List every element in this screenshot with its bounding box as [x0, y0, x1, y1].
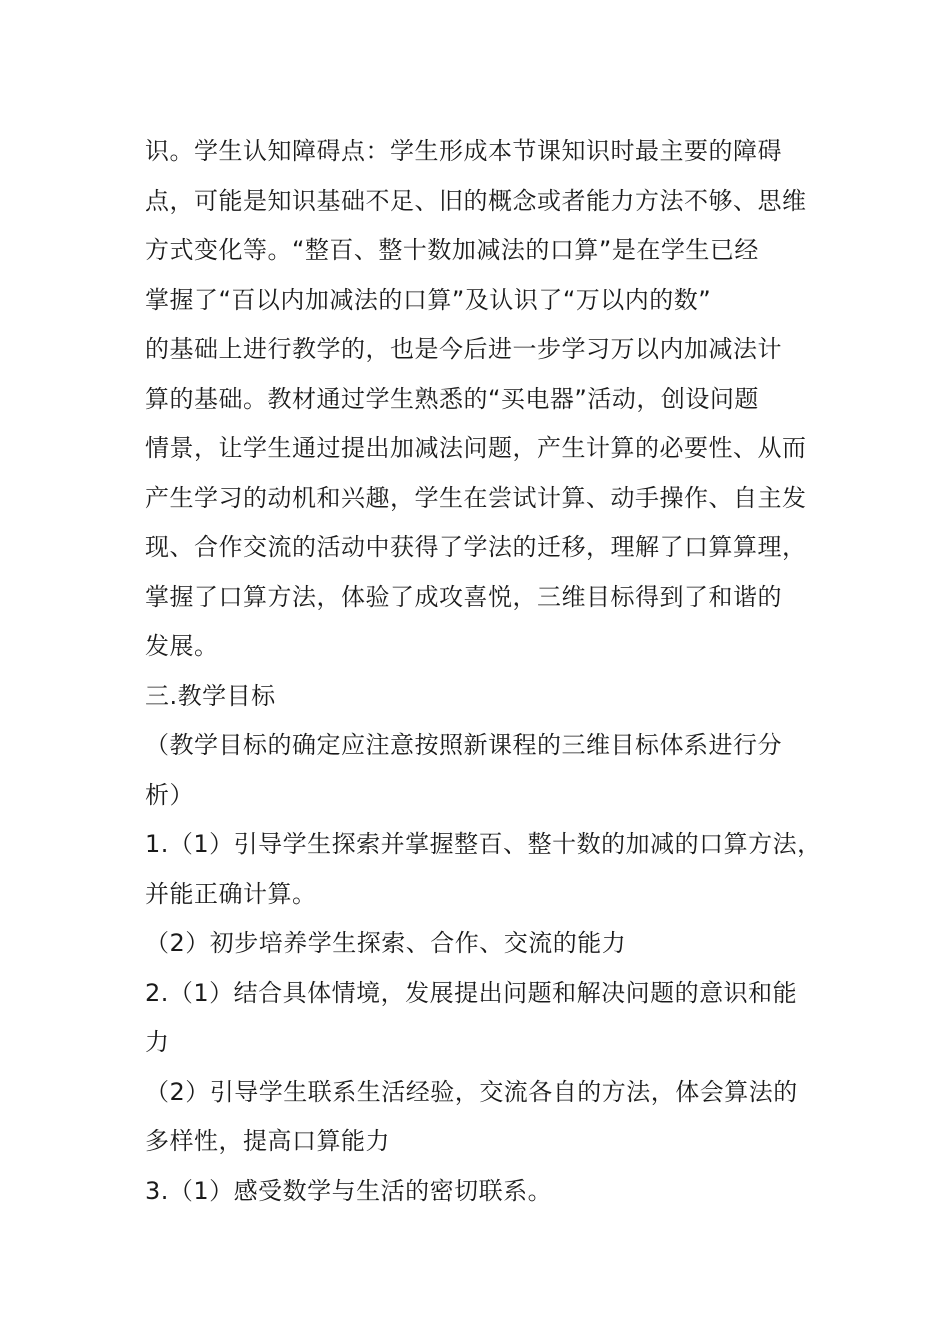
text-line: 并能正确计算。 [145, 879, 317, 908]
text-line: 力 [145, 1028, 170, 1056]
text-line: 算的基础。教材通过学生熟悉的“买电器”活动，创设问题 [145, 384, 759, 413]
text-line: 3.（1）感受数学与生活的密切联系。 [145, 1176, 553, 1205]
text-line: 掌握了口算方法，体验了成攻喜悦，三维目标得到了和谐的 [145, 582, 782, 611]
section-heading: 三.教学目标 [145, 681, 276, 710]
text-line: （2）引导学生联系生活经验，交流各自的方法，体会算法的 [145, 1077, 798, 1106]
text-line: 点，可能是知识基础不足、旧的概念或者能力方法不够、思维 [145, 186, 807, 215]
text-line: 多样性，提高口算能力 [145, 1127, 390, 1155]
text-line: 2.（1）结合具体情境，发展提出问题和解决问题的意识和能 [145, 978, 798, 1007]
text-line: 情景，让学生通过提出加减法问题，产生计算的必要性、从而 [145, 434, 807, 462]
text-line: 方式变化等。“整百、整十数加减法的口算”是在学生已经 [145, 236, 759, 264]
text-line: 掌握了“百以内加减法的口算”及认识了“万以内的数” [145, 285, 712, 314]
text-line: 现、合作交流的活动中获得了学法的迁移，理解了口算算理， [145, 533, 807, 561]
text-line: （2）初步培养学生探索、合作、交流的能力 [145, 929, 627, 957]
text-line: 识。学生认知障碍点：学生形成本节课知识时最主要的障碍 [145, 137, 782, 165]
text-line: 的基础上进行教学的，也是今后进一步学习万以内加减法计 [145, 335, 782, 363]
text-line: 发展。 [145, 632, 219, 660]
document-body [145, 127, 822, 1216]
text-line: 1.（1）引导学生探索并掌握整百、整十数的加减的口算方法， [145, 830, 822, 858]
text-line: 产生学习的动机和兴趣，学生在尝试计算、动手操作、自主发 [145, 483, 807, 512]
text-line: （教学目标的确定应注意按照新课程的三维目标体系进行分 [145, 731, 782, 759]
text-line: 析） [145, 780, 194, 809]
